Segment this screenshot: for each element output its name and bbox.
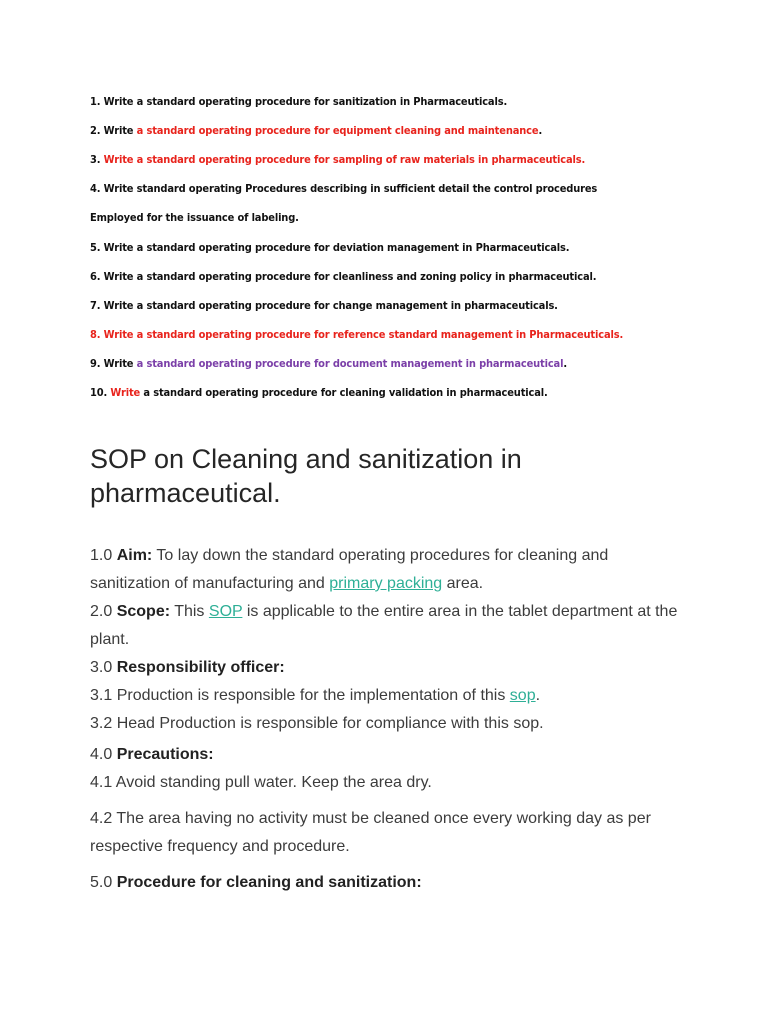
item-text-highlight: a standard operating procedure for document management in pharmaceutical <box>136 357 564 370</box>
subsection-4-2 <box>90 805 690 861</box>
item-text: Employed for the issuance of labeling. <box>90 211 299 224</box>
section-precautions <box>90 741 690 769</box>
list-item <box>90 324 730 353</box>
list-item <box>90 382 730 411</box>
item-number: 8. <box>90 328 101 341</box>
item-text: Write a standard operating procedure for deviation management in Pharmaceuticals. <box>103 241 570 254</box>
item-number: 10. <box>90 386 108 399</box>
section-text: This <box>174 603 205 620</box>
section-number: 4.0 <box>90 746 113 763</box>
subsection-3-1 <box>90 682 690 710</box>
section-text: 4.2 The area having no activity must be cleaned once every working day as per respective frequency and procedure. <box>90 810 651 855</box>
section-number: 2.0 <box>90 603 113 620</box>
section-text: 4.1 Avoid standing pull water. Keep the area dry. <box>90 774 432 791</box>
section-text: To lay down the standard operating procedures for cleaning and sanitization of manufacturing and <box>90 547 609 592</box>
section-text: 3.2 Head Production is responsible for compliance with this sop. <box>90 715 544 732</box>
page-title: SOP on Cleaning and sanitization in pharmaceutical. <box>90 444 522 508</box>
list-item-continuation <box>90 207 730 237</box>
item-punct: . <box>538 124 543 137</box>
item-number: 2. <box>90 124 101 137</box>
section-aim <box>90 542 690 598</box>
item-text: Write standard operating Procedures describing in sufficient detail the control procedures <box>103 182 598 195</box>
list-item <box>90 295 730 324</box>
item-number: 1. <box>90 95 101 108</box>
section-responsibility <box>90 654 690 682</box>
section-label: Precautions: <box>116 746 214 763</box>
item-text-highlight: Write a standard operating procedure for sampling of raw materials in pharmaceuticals. <box>103 153 586 166</box>
sop-link[interactable]: sop <box>509 687 536 704</box>
subsection-4-1 <box>90 769 690 797</box>
section-number: 1.0 <box>90 547 113 564</box>
item-number: 5. <box>90 241 101 254</box>
item-text: Write <box>103 124 134 137</box>
item-text: Write <box>103 357 134 370</box>
section-text: area. <box>446 575 484 592</box>
item-number: 6. <box>90 270 101 283</box>
item-text: Write a standard operating procedure for cleanliness and zoning policy in pharmaceutical. <box>103 270 597 283</box>
subsection-3-2 <box>90 710 690 738</box>
list-item <box>90 91 730 120</box>
list-item <box>90 353 730 382</box>
item-text: Write a standard operating procedure for change management in pharmaceuticals. <box>103 299 558 312</box>
item-number: 9. <box>90 357 101 370</box>
section-label: Aim: <box>116 547 153 564</box>
section-text: 3.1 Production is responsible for the implementation of this <box>90 687 506 704</box>
sop-topic-list <box>90 91 730 411</box>
sop-link[interactable]: SOP <box>208 603 243 620</box>
list-item <box>90 149 730 178</box>
item-text: a standard operating procedure for cleaning validation in pharmaceutical. <box>143 386 548 399</box>
item-number: 4. <box>90 182 101 195</box>
item-number: 3. <box>90 153 101 166</box>
section-number: 5.0 <box>90 874 113 891</box>
list-item <box>90 178 730 207</box>
item-text-highlight: Write <box>110 386 141 399</box>
list-item <box>90 120 730 149</box>
item-text-highlight: a standard operating procedure for equipment cleaning and maintenance <box>136 124 539 137</box>
item-punct: . <box>563 357 567 370</box>
section-label: Responsibility officer: <box>116 659 285 676</box>
item-text: Write a standard operating procedure for sanitization in Pharmaceuticals. <box>103 95 508 108</box>
list-item <box>90 266 730 295</box>
sop-body <box>90 542 690 897</box>
section-punct: . <box>535 687 541 704</box>
item-text-highlight: Write a standard operating procedure for reference standard management in Pharmaceuticals. <box>103 328 624 341</box>
section-label: Procedure for cleaning and sanitization: <box>116 874 422 891</box>
section-text: is applicable to the entire area in the tablet department at the plant. <box>90 603 678 648</box>
section-number: 3.0 <box>90 659 113 676</box>
primary-packing-link[interactable]: primary packing <box>329 575 443 592</box>
section-scope <box>90 598 690 654</box>
item-number: 7. <box>90 299 101 312</box>
list-item <box>90 237 730 266</box>
section-label: Scope: <box>116 603 171 620</box>
section-procedure <box>90 869 690 897</box>
